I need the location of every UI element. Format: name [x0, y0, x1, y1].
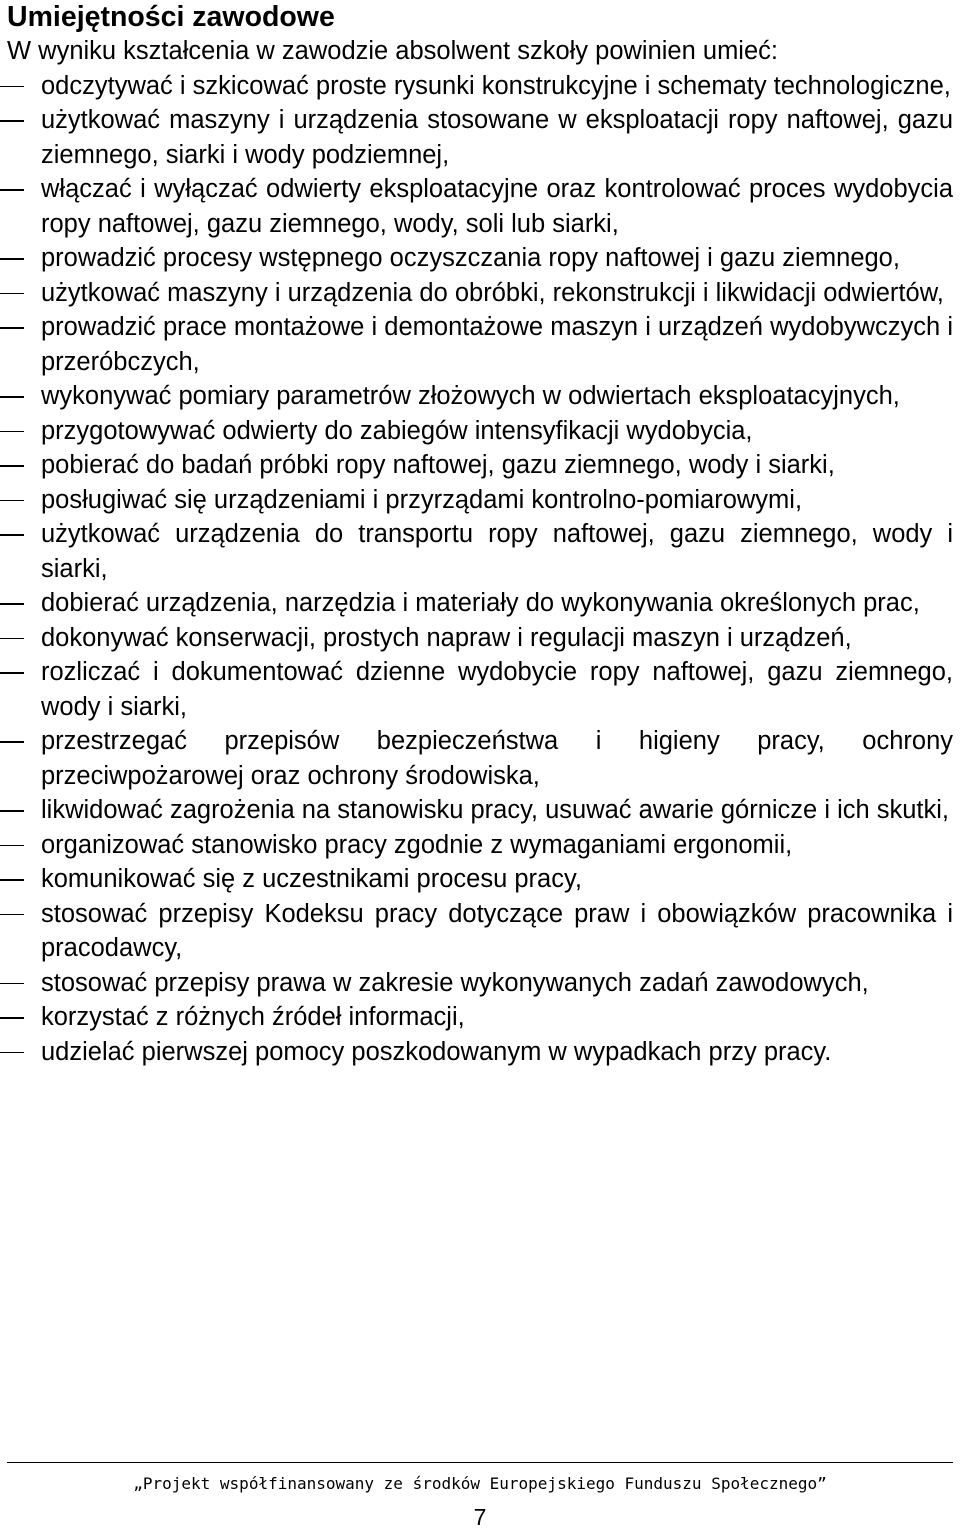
list-item [7, 862, 953, 897]
list-item-text: stosować przepisy prawa w zakresie wykonywanych zadań zawodowych, [41, 968, 869, 997]
list-item [7, 621, 953, 656]
dash-bullet [0, 672, 24, 674]
list-item [7, 1000, 953, 1035]
footer-note: „Projekt współfinansowany ze środków Europejskiego Funduszu Społecznego” [133, 1474, 827, 1493]
list-item-text: użytkować maszyny i urządzenia stosowane w eksploatacji ropy naftowej, gazu ziemnego, siarki i wody podziemnej, [41, 106, 953, 169]
list-item [7, 414, 953, 449]
list-item [7, 448, 953, 483]
list-item [7, 103, 953, 172]
list-item-text: prowadzić procesy wstępnego oczyszczania ropy naftowej i gazu ziemnego, [41, 244, 900, 272]
dash-bullet [0, 741, 24, 743]
list-item-text: udzielać pierwszej pomocy poszkodowanym w wypadkach przy pracy. [41, 1037, 832, 1066]
dash-bullet [0, 293, 24, 295]
list-item [7, 828, 953, 863]
list-item [7, 69, 953, 104]
list-item-text: posługiwać się urządzeniami i przyrządami kontrolno-pomiarowymi, [41, 485, 803, 514]
list-item-text: komunikować się z uczestnikami procesu pracy, [41, 865, 582, 893]
list-item-text: przestrzegać przepisów bezpieczeństwa i higieny pracy, ochrony przeciwpożarowej oraz ochrony środowiska, [41, 727, 953, 790]
list-item [7, 483, 953, 518]
list-item-text: wykonywać pomiary parametrów złożowych w odwiertach eksploatacyjnych, [41, 382, 900, 410]
dash-bullet [0, 1052, 24, 1054]
dash-bullet [0, 258, 24, 260]
dash-bullet [0, 189, 24, 191]
list-item-text: odczytywać i szkicować proste rysunki konstrukcyjne i schematy technologiczne, [41, 71, 951, 100]
list-item [7, 241, 953, 276]
section-heading: Umiejętności zawodowe [7, 1, 335, 33]
dash-bullet [0, 431, 24, 433]
list-item [7, 897, 953, 966]
dash-bullet [0, 638, 24, 640]
dash-bullet [0, 983, 24, 985]
dash-bullet [0, 1017, 24, 1019]
list-item [7, 276, 953, 311]
dash-bullet [0, 914, 24, 916]
dash-bullet [0, 810, 24, 812]
dash-bullet [0, 845, 24, 847]
skills-list [7, 69, 953, 1070]
intro-text: W wyniku kształcenia w zawodzie absolwent szkoły powinien umieć: [7, 37, 778, 65]
list-item [7, 655, 953, 724]
list-item-text: organizować stanowisko pracy zgodnie z wymaganiami ergonomii, [41, 830, 793, 859]
list-item-text: korzystać z różnych źródeł informacji, [41, 1003, 465, 1031]
list-item-text: stosować przepisy Kodeksu pracy dotyczące praw i obowiązków pracownika i pracodawcy, [41, 899, 953, 962]
list-item-text: dobierać urządzenia, narzędzia i materiały do wykonywania określonych prac, [41, 589, 920, 617]
list-item-text: użytkować urządzenia do transportu ropy naftowej, gazu ziemnego, wody i siarki, [41, 520, 953, 583]
dash-bullet [0, 120, 24, 122]
list-item-text: przygotowywać odwierty do zabiegów intensyfikacji wydobycia, [41, 416, 753, 445]
list-item [7, 966, 953, 1001]
list-item-text: rozliczać i dokumentować dzienne wydobycie ropy naftowej, gazu ziemnego, wody i siarki, [41, 658, 953, 721]
dash-bullet [0, 879, 24, 881]
page-number: 7 [473, 1504, 487, 1530]
footer-divider [7, 1462, 953, 1463]
list-item [7, 310, 953, 379]
list-item [7, 1035, 953, 1070]
list-item-text: likwidować zagrożenia na stanowisku pracy, usuwać awarie górnicze i ich skutki, [41, 796, 950, 824]
list-item [7, 793, 953, 828]
list-item-text: dokonywać konserwacji, prostych napraw i regulacji maszyn i urządzeń, [41, 623, 852, 652]
list-item [7, 724, 953, 793]
dash-bullet [0, 534, 24, 536]
dash-bullet [0, 603, 24, 605]
list-item [7, 172, 953, 241]
list-item-text: pobierać do badań próbki ropy naftowej, gazu ziemnego, wody i siarki, [41, 451, 835, 479]
dash-bullet [0, 500, 24, 502]
dash-bullet [0, 327, 24, 329]
list-item-text: użytkować maszyny i urządzenia do obróbki, rekonstrukcji i likwidacji odwiertów, [41, 278, 944, 307]
document-page [7, 0, 953, 1069]
dash-bullet [0, 86, 24, 88]
dash-bullet [0, 465, 24, 467]
list-item-text: włączać i wyłączać odwierty eksploatacyjne oraz kontrolować proces wydobycia ropy naftowej, gazu ziemnego, wody, soli lub siarki, [41, 175, 953, 238]
list-item [7, 586, 953, 621]
list-item [7, 517, 953, 586]
list-item-text: prowadzić prace montażowe i demontażowe maszyn i urządzeń wydobywczych i przeróbczych, [41, 313, 953, 376]
dash-bullet [0, 396, 24, 398]
list-item [7, 379, 953, 414]
